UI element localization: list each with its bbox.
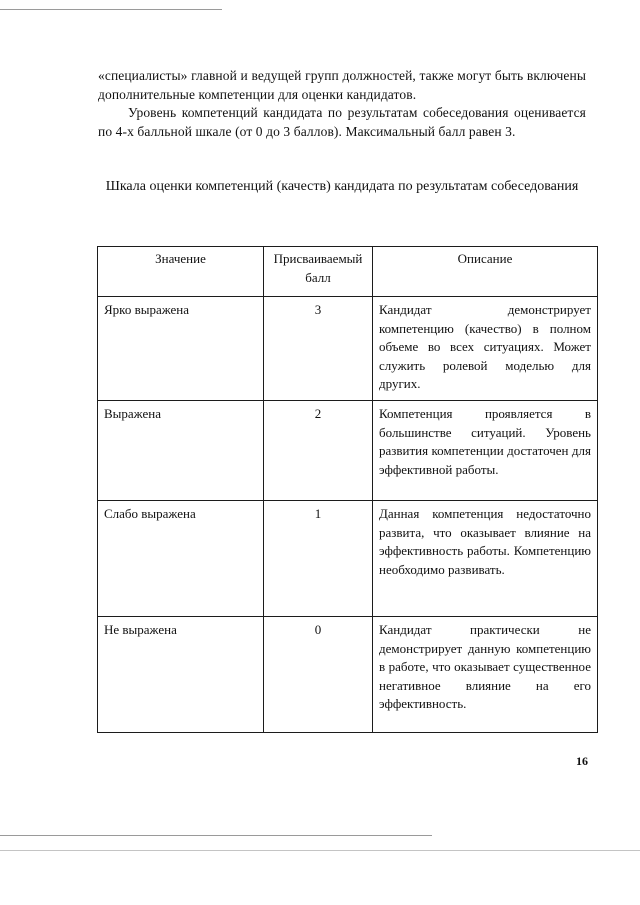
cell-description: Компетенция проявляется в большинстве ситуаций. Уровень развития компетенции достаточен для эффективной работы. <box>373 400 598 500</box>
table-row <box>98 400 598 500</box>
cell-value: Ярко выражена <box>98 297 264 401</box>
scale-description-paragraph: Уровень компетенций кандидата по результатам собеседования оценивается по 4-х балльной шкале (от 0 до 3 баллов). Максимальный балл равен 3. <box>98 105 586 139</box>
cell-score: 1 <box>264 500 373 616</box>
table-row <box>98 616 598 732</box>
cell-description: Данная компетенция недостаточно развита, что оказывает влияние на эффективность работы. Компетенцию необходимо развивать. <box>373 500 598 616</box>
table-row <box>98 500 598 616</box>
intro-paragraph: «специалисты» главной и ведущей групп должностей, также могут быть включены дополнительные компетенции для оценки кандидатов. <box>98 68 586 102</box>
scan-edge-line <box>0 9 222 10</box>
table-row <box>98 297 598 401</box>
cell-score: 0 <box>264 616 373 732</box>
header-score: Присваиваемый балл <box>264 247 373 297</box>
table-header-row <box>98 247 598 297</box>
table-title: Шкала оценки компетенций (качеств) кандидата по результатам собеседования <box>105 179 579 194</box>
cell-description: Кандидат практически не демонстрирует данную компетенцию в работе, что оказывает существенное негативное влияние на его эффективность. <box>373 616 598 732</box>
cell-value: Выражена <box>98 400 264 500</box>
scan-edge-line <box>0 835 432 836</box>
cell-score: 3 <box>264 297 373 401</box>
header-description: Описание <box>373 247 598 297</box>
page-number: 16 <box>576 754 588 768</box>
cell-score: 2 <box>264 400 373 500</box>
scan-edge-line <box>0 850 640 851</box>
intro-text <box>98 67 586 141</box>
header-value: Значение <box>98 247 264 297</box>
competency-scale-table <box>97 246 598 733</box>
cell-description: Кандидат демонстрирует компетенцию (качество) в полном объеме во всех ситуациях. Может служить ролевой моделью для других. <box>373 297 598 401</box>
cell-value: Не выражена <box>98 616 264 732</box>
cell-value: Слабо выражена <box>98 500 264 616</box>
